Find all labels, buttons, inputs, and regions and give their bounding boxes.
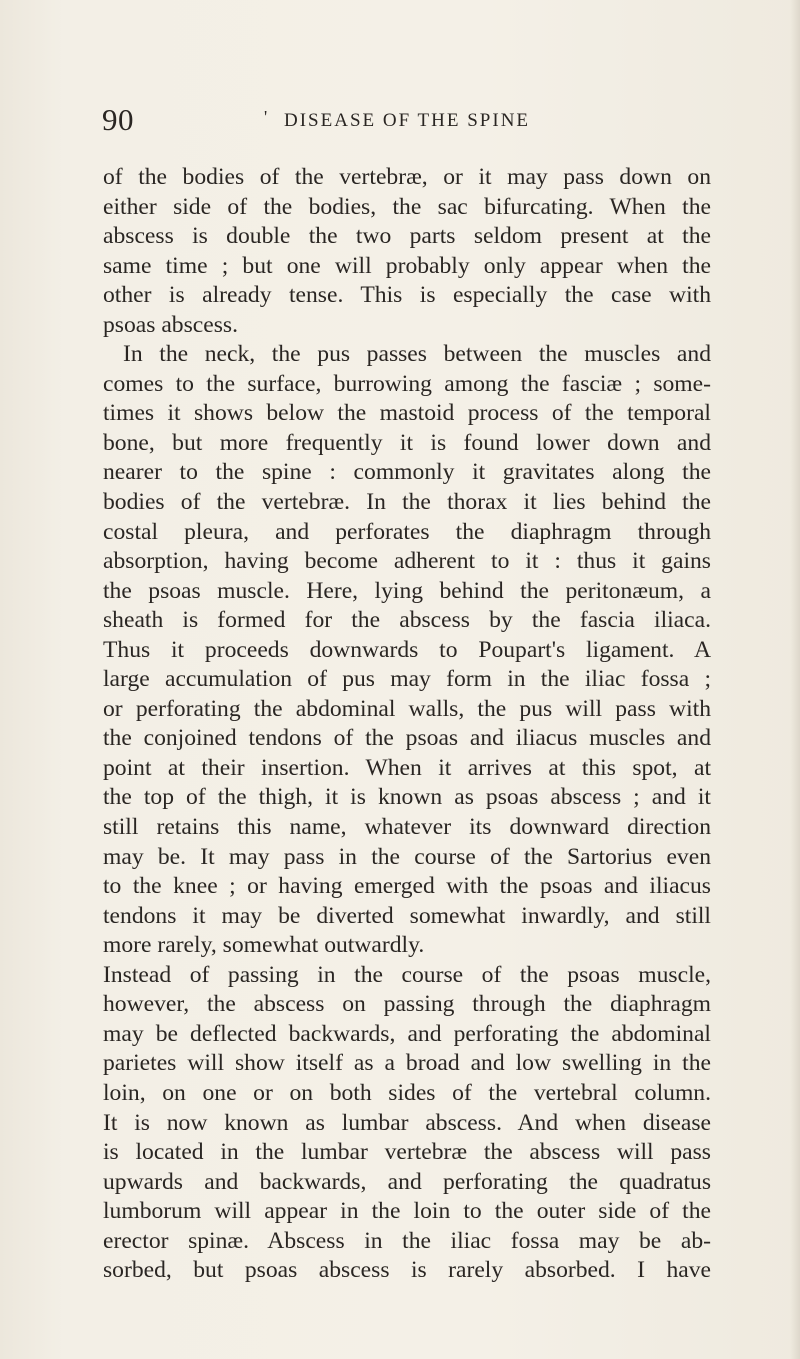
text-line: to the knee ; or having emerged with the psoas and iliacus	[103, 873, 711, 900]
text-line: bodies of the vertebræ. In the thorax it lies behind the	[103, 489, 711, 516]
text-line: the top of the thigh, it is known as psoas abscess ; and it	[103, 784, 711, 811]
text-line: large accumulation of pus may form in the iliac fossa ;	[103, 666, 711, 693]
text-line: parietes will show itself as a broad and low swelling in the	[103, 1050, 711, 1077]
text-line: may be deflected backwards, and perforating the abdominal	[103, 1020, 711, 1047]
text-line: more rarely, somewhat outwardly.	[103, 932, 425, 959]
text-line: costal pleura, and perforates the diaphragm through	[103, 518, 711, 545]
page-number: 90	[102, 102, 134, 137]
text-line: the psoas muscle. Here, lying behind the peritonæum, a	[103, 577, 711, 604]
text-line: tendons it may be diverted somewhat inwardly, and still	[103, 902, 711, 929]
text-line: other is already tense. This is especially the case with	[103, 282, 711, 309]
text-line: nearer to the spine : commonly it gravitates along the	[103, 459, 711, 486]
text-line: of the bodies of the vertebræ, or it may pass down on	[103, 164, 711, 190]
text-line: abscess is double the two parts seldom present at the	[103, 223, 711, 250]
text-line: point at their insertion. When it arrives at this spot, at	[103, 754, 711, 781]
text-line: times it shows below the mastoid process of the temporal	[103, 400, 711, 427]
page-edge-shadow	[790, 0, 800, 1359]
body-text	[103, 163, 711, 1286]
text-line: upwards and backwards, and perforating the quadratus	[103, 1168, 711, 1195]
running-head	[0, 100, 800, 140]
text-line: is located in the lumbar vertebræ the abscess will pass	[103, 1139, 711, 1166]
text-line: In the neck, the pus passes between the muscles and	[123, 341, 711, 368]
text-line: erector spinæ. Abscess in the iliac fossa may be ab-	[103, 1227, 711, 1254]
text-line: or perforating the abdominal walls, the pus will pass with	[103, 695, 711, 722]
text-line: still retains this name, whatever its downward direction	[103, 814, 711, 841]
text-line: either side of the bodies, the sac bifurcating. When the	[103, 193, 711, 220]
text-line: Instead of passing in the course of the psoas muscle,	[103, 961, 711, 988]
running-title: ' DISEASE OF THE SPINE	[284, 106, 530, 136]
text-line: absorption, having become adherent to it : thus it gains	[103, 548, 711, 575]
text-line: the conjoined tendons of the psoas and iliacus muscles and	[103, 725, 711, 752]
text-line: It is now known as lumbar abscess. And when disease	[103, 1109, 711, 1136]
text-line: loin, on one or on both sides of the vertebral column.	[103, 1079, 711, 1106]
text-line: lumborum will appear in the loin to the outer side of the	[103, 1198, 711, 1225]
text-line: sorbed, but psoas abscess is rarely absorbed. I have	[103, 1257, 711, 1284]
text-line: sheath is formed for the abscess by the fascia iliaca.	[103, 607, 711, 634]
text-line: same time ; but one will probably only appear when the	[103, 252, 711, 279]
text-line: bone, but more frequently it is found lower down and	[103, 429, 711, 456]
text-line: psoas abscess.	[103, 311, 238, 338]
text-line: Thus it proceeds downwards to Poupart's ligament. A	[103, 636, 711, 663]
text-line: however, the abscess on passing through the diaphragm	[103, 991, 711, 1018]
text-line: may be. It may pass in the course of the Sartorius even	[103, 843, 711, 870]
text-line: comes to the surface, burrowing among the fasciæ ; some-	[103, 370, 711, 397]
